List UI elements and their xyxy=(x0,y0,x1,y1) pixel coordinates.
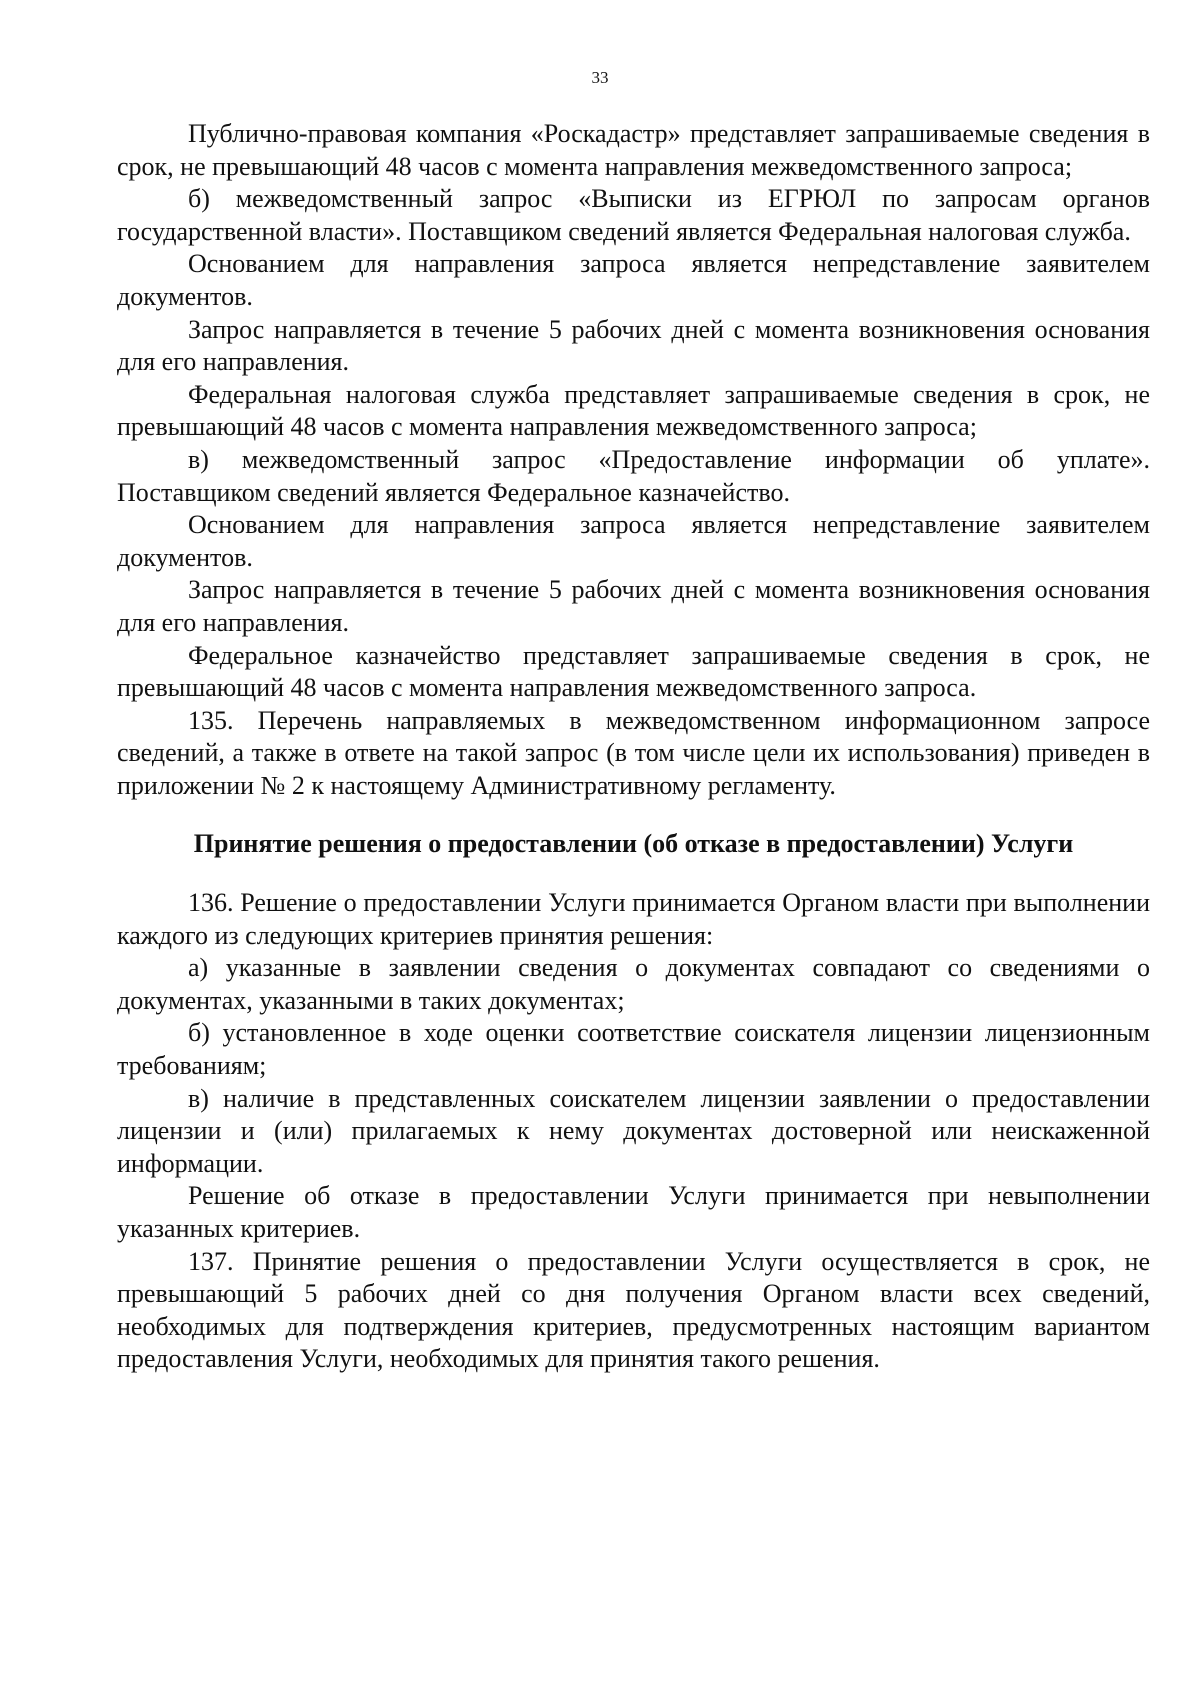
paragraph-item-137: 137. Принятие решения о предоставлении Услуги осуществляется в срок, не превышающий 5 рабочих дней со дня получения Органом власти всех сведений, необходимых для подтверждения критериев, предусмотренных настоящим вариантом предоставления Услуги, необходимых для принятия такого решения. xyxy=(117,1246,1150,1374)
section-heading: Принятие решения о предоставлении (об отказе в предоставлении) Услуги xyxy=(193,829,1074,859)
paragraph: б) установленное в ходе оценки соответствие соискателя лицензии лицензионным требованиям; xyxy=(117,1018,1150,1081)
paragraph-item-136: 136. Решение о предоставлении Услуги принимается Органом власти при выполнении каждого из следующих критериев принятия решения: xyxy=(117,888,1150,950)
paragraph: Запрос направляется в течение 5 рабочих дней с момента возникновения основания для его направления. xyxy=(117,314,1150,377)
paragraph: Запрос направляется в течение 5 рабочих дней с момента возникновения основания для его направления. xyxy=(117,575,1150,637)
paragraph: Основанием для направления запроса является непредставление заявителем документов. xyxy=(117,249,1150,311)
paragraph: б) межведомственный запрос «Выписки из ЕГРЮЛ по запросам органов государственной власти». Поставщиком сведений является Федеральная налоговая служба. xyxy=(117,184,1150,246)
paragraph: в) наличие в представленных соискателем лицензии заявлении о предоставлении лицензии и (или) прилагаемых к нему документах достоверной или неискаженной информации. xyxy=(117,1083,1150,1178)
paragraph: а) указанные в заявлении сведения о документах совпадают со сведениями о документах, указанными в таких документах; xyxy=(117,953,1150,1015)
page-number: 33 xyxy=(591,68,609,87)
document-body xyxy=(117,118,1150,1376)
paragraph: Решение об отказе в предоставлении Услуги принимается при невыполнении указанных критериев. xyxy=(117,1181,1150,1243)
paragraph: Публично-правовая компания «Роскадастр» представляет запрашиваемые сведения в срок, не превышающий 48 часов с момента направления межведомственного запроса; xyxy=(117,119,1150,181)
paragraph: Федеральное казначейство представляет запрашиваемые сведения в срок, не превышающий 48 часов с момента направления межведомственного запроса. xyxy=(117,640,1150,703)
paragraph: в) межведомственный запрос «Предоставление информации об уплате». Поставщиком сведений является Федеральное казначейство. xyxy=(117,444,1150,507)
paragraph-item-135: 135. Перечень направляемых в межведомственном информационном запросе сведений, а также в ответе на такой запрос (в том числе цели их использования) приведен в приложении № 2 к настоящему Административному регламенту. xyxy=(117,705,1150,800)
paragraph: Федеральная налоговая служба представляет запрашиваемые сведения в срок, не превышающий 48 часов с момента направления межведомственного запроса; xyxy=(117,379,1150,442)
paragraph: Основанием для направления запроса является непредставление заявителем документов. xyxy=(117,510,1150,572)
